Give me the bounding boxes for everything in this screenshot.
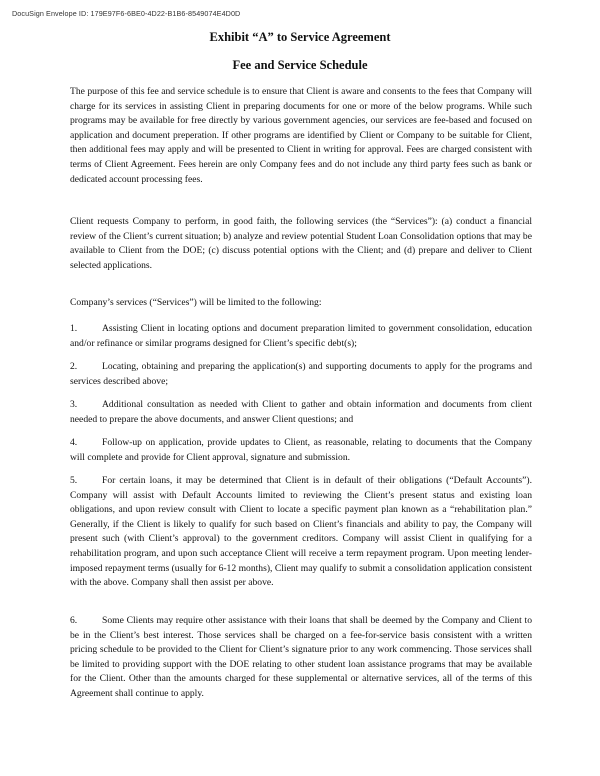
service-item-number: 6. [70,615,78,626]
document-subtitle: Fee and Service Schedule [232,58,368,72]
document-title: Exhibit “A” to Service Agreement [209,30,391,44]
service-item-text: For certain loans, it may be determined that Client is in default of their obligations (“Default Accounts”). Company will assist with Default Accounts limited to reviewing the Client’s present status and existing loan obligations, and upon review consult with Client to locate a specific payment plan known as a “rehabilitation plan.” Generally, if the Client is likely to qualify for such based on Client’s financials and ability to pay, the Company will present such (with Client’s approval) to the government creditors. Company will assist Client in qualifying for a rehabilitation program, and upon such acceptance Client will receive a term repayment program. Upon meeting lender-imposed repayment terms (usually for 6-12 months), Client may qualify to submit a consolidation application consistent with the above. Company shall then assist per above. [70,475,532,589]
service-item-text: Follow-up on application, provide updates to Client, as reasonable, relating to documents that the Company will complete and provide for Client approval, signature and submission. [70,437,532,463]
service-item-6 [70,614,532,702]
services-lead-paragraph: Company’s services (“Services”) will be limited to the following: [70,297,322,308]
services-request-paragraph: Client requests Company to perform, in good faith, the following services (the “Services”): (a) conduct a financial review of the Client’s current situation; b) analyze and review potential Student Loan Consolidation options that may be available to Client from the DOE; (c) discuss potential options with the Client; and (d) prepare and deliver to Client selected applications. [70,216,532,271]
service-item-text: Locating, obtaining and preparing the application(s) and supporting documents to apply for the programs and services described above; [70,361,532,387]
intro-paragraph: The purpose of this fee and service schedule is to ensure that Client is aware and consents to the fees that Company will charge for its services in assisting Client in preparing documents for one or more of the below programs. While such programs may be available for free directly by various government agencies, our services are fee-based and focused on application and document preperation. If other programs are identified by Client or Company to be suitable for Client, then additional fees may apply and will be presented to Client in writing for approval. Fees are charged consistent with terms of Client Agreement. Fees herein are only Company fees and do not include any third party fees such as bank or dedicated account processing fees. [70,86,532,185]
service-item-text: Some Clients may require other assistance with their loans that shall be deemed by the Company and Client to be in the Client’s best interest. Those services shall be charged on a fee-for-service basis consistent with a written pricing schedule to be provided to the Client for Client’s signature prior to any work commencing. Those services shall be limited to providing support with the DOE relating to other student loan assistance programs that may be available for the Client. Other than the amounts charged for these supplemental or alternative services, all of the terms of this Agreement shall continue to apply. [70,615,532,699]
service-item-3 [70,398,532,427]
service-item-2 [70,360,532,389]
service-item-number: 4. [70,437,78,448]
service-item-number: 2. [70,361,78,372]
service-item-1 [70,322,532,351]
service-item-number: 1. [70,323,78,334]
service-item-text: Assisting Client in locating options and document preparation limited to government consolidation, education and/or refinance or similar programs designed for Client’s specific debt(s); [70,323,532,349]
docusign-envelope-id: DocuSign Envelope ID: 179E97F6-6BE0-4D22-B1B6-8549074E4D0D [12,9,241,18]
service-item-4 [70,436,532,465]
service-item-text: Additional consultation as needed with Client to gather and obtain information and documents from client needed to prepare the above documents, and answer Client questions; and [70,399,532,425]
service-item-5 [70,474,532,591]
service-item-number: 3. [70,399,78,410]
service-item-number: 5. [70,475,78,486]
